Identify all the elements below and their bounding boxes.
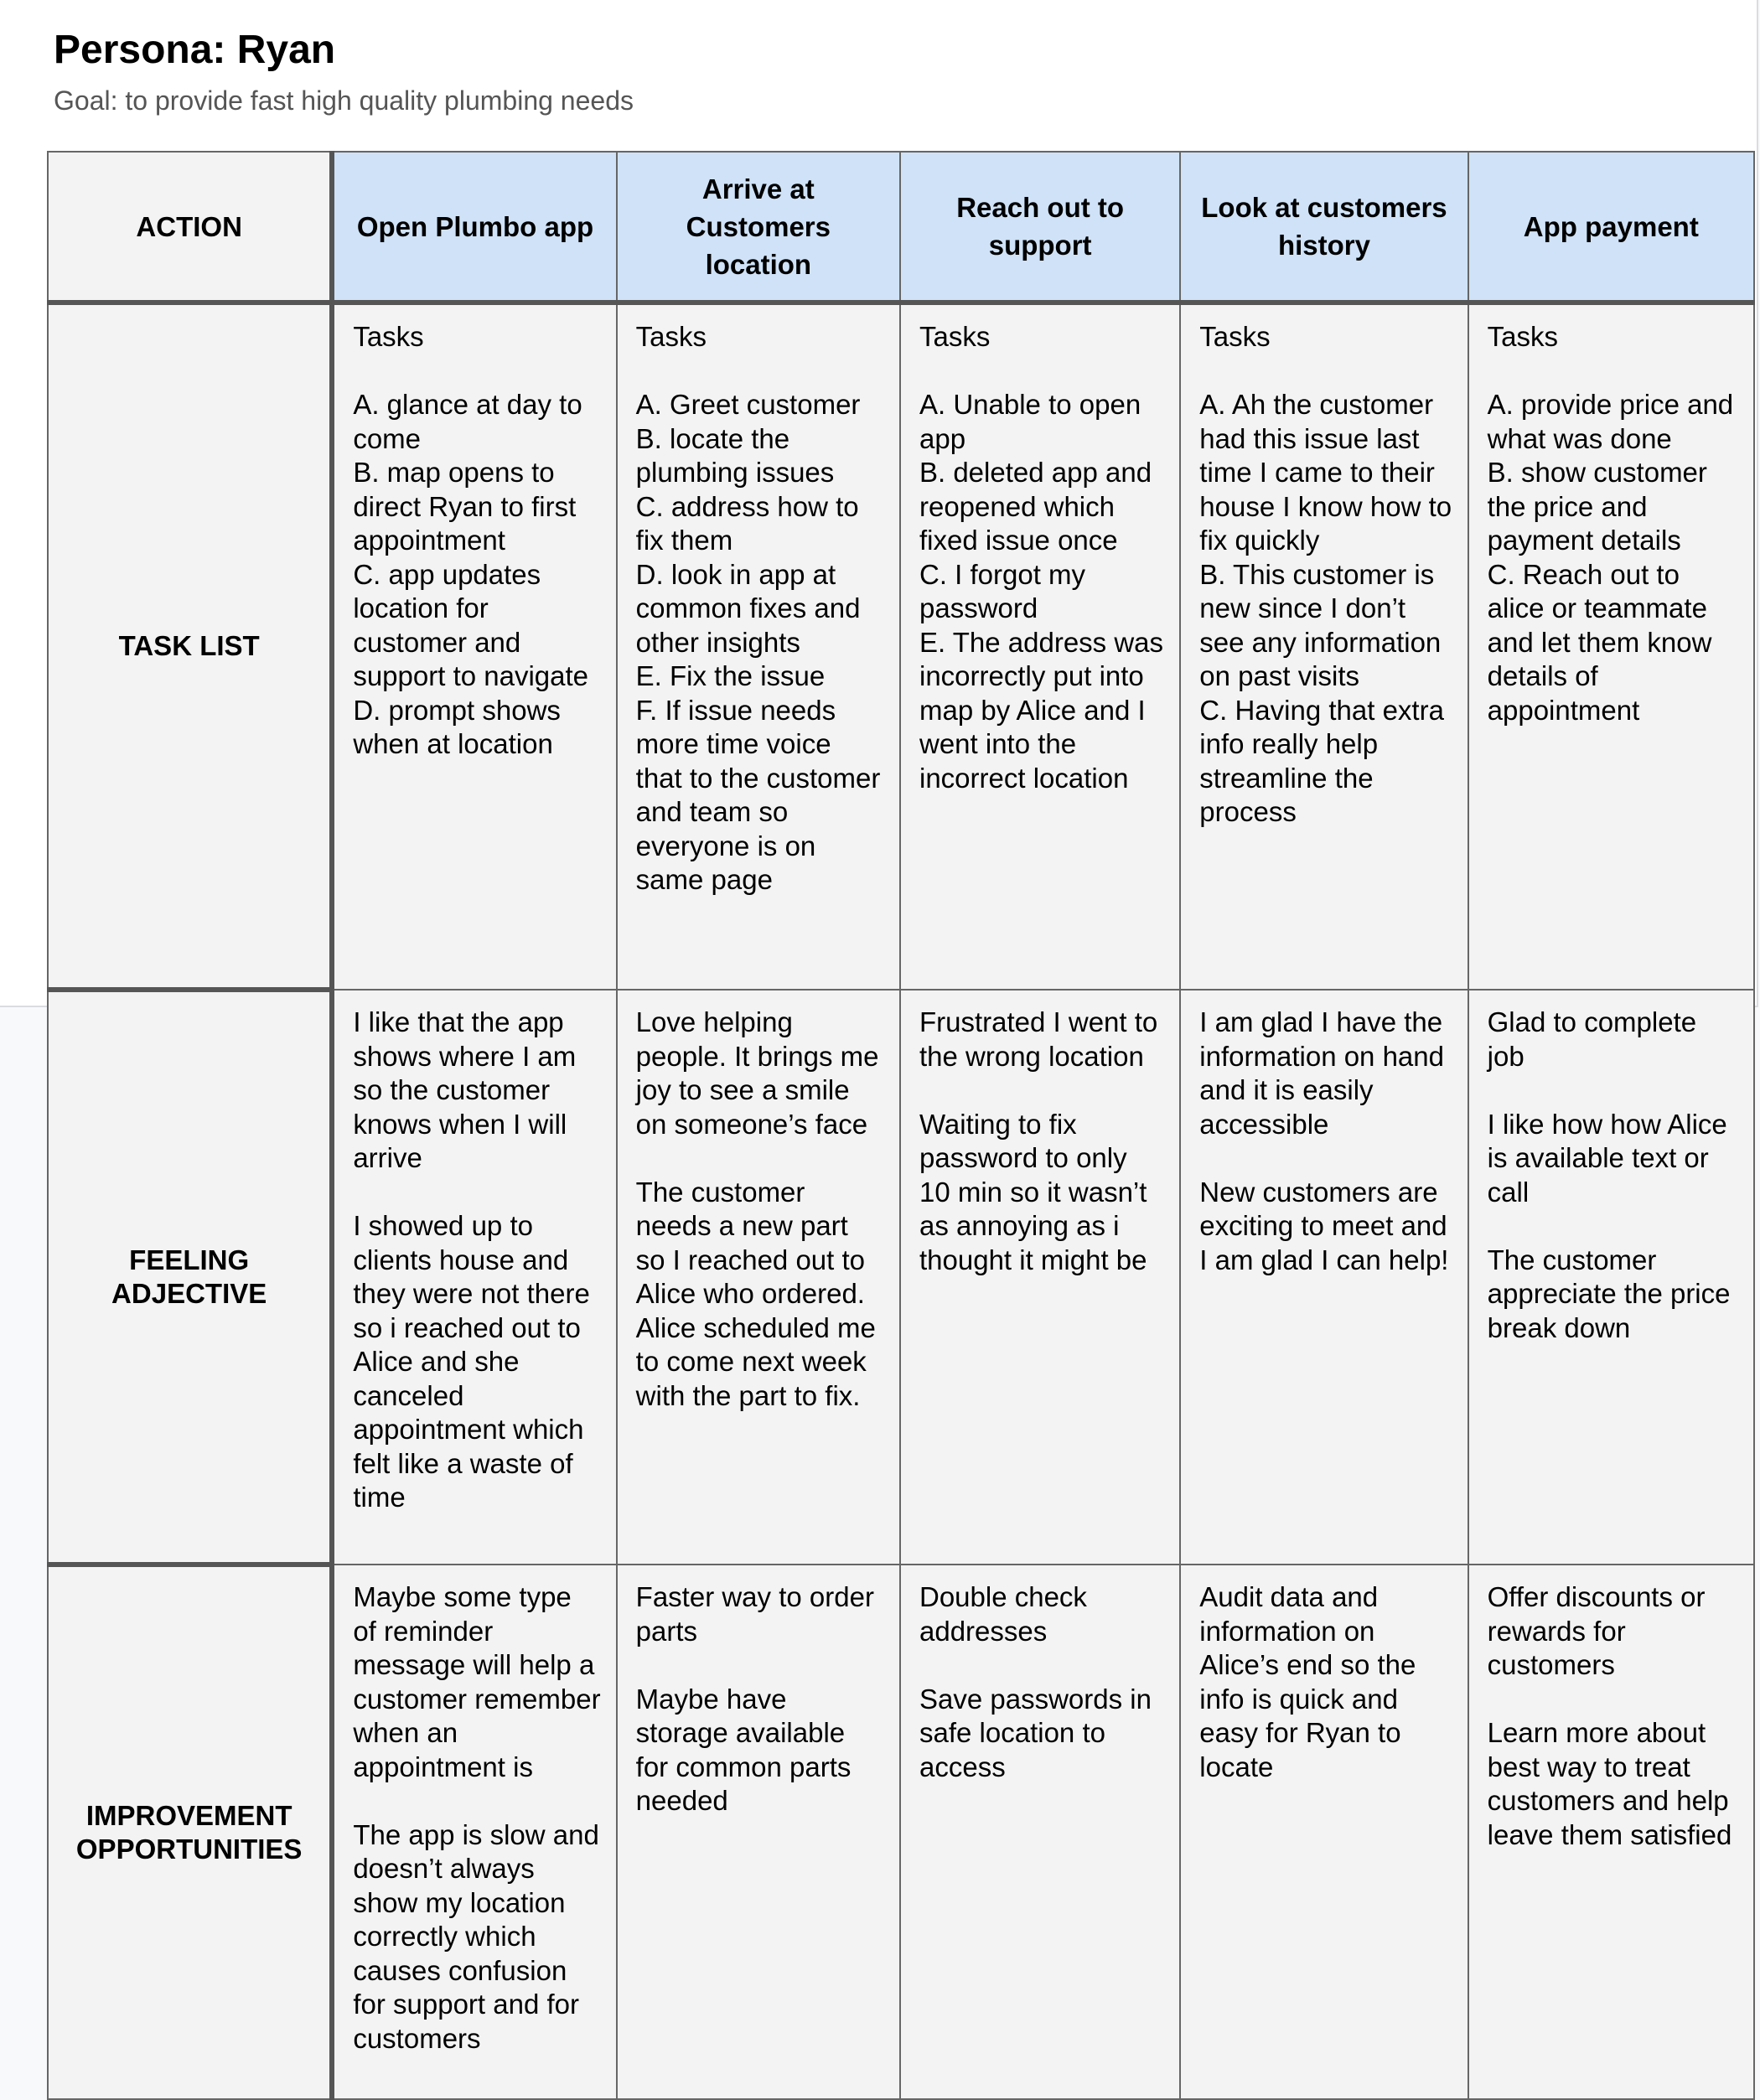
action-header: ACTION — [48, 152, 332, 303]
table-cell: Double check addresses Save passwords in safe location to access — [900, 1565, 1180, 2099]
column-header-support: Reach out to support — [900, 152, 1180, 303]
feeling-row — [48, 990, 1754, 1565]
row-label-feeling: FEELING ADJECTIVE — [48, 990, 332, 1565]
table-cell: Frustrated I went to the wrong location Waiting to fix password to only 10 min so it wasn’t as annoying as i thought it might be — [900, 990, 1180, 1565]
table-cell: Faster way to order parts Maybe have storage available for common parts needed — [617, 1565, 900, 2099]
table-cell: Tasks A. glance at day to come B. map opens to direct Ryan to first appointment C. app updates location for customer and support to navigate D. prompt shows when at location — [332, 303, 616, 990]
column-header-history: Look at customers history — [1180, 152, 1468, 303]
table-cell: Glad to complete job I like how how Alice is available text or call The customer appreciate the price break down — [1468, 990, 1754, 1565]
improvement-row — [48, 1565, 1754, 2099]
column-header-arrive: Arrive at Customers location — [617, 152, 900, 303]
column-header-payment: App payment — [1468, 152, 1754, 303]
table-cell: Tasks A. Greet customer B. locate the plumbing issues C. address how to fix them D. look in app at common fixes and other insights E. Fix the issue F. If issue needs more time voice that to the customer and team so everyone is on same page — [617, 303, 900, 990]
table-cell: Offer discounts or rewards for customers Learn more about best way to treat customers and help leave them satisfied — [1468, 1565, 1754, 2099]
table-cell: Tasks A. Unable to open app B. deleted app and reopened which fixed issue once C. I forgot my password E. The address was incorrectly put into map by Alice and I went into the incorrect location — [900, 303, 1180, 990]
journey-map-table — [47, 151, 1755, 2100]
table-cell: Love helping people. It brings me joy to see a smile on someone’s face The customer needs a new part so I reached out to Alice who ordered. Alice scheduled me to come next week with the part to fix. — [617, 990, 900, 1565]
row-label-task-list: TASK LIST — [48, 303, 332, 990]
table-cell: Tasks A. Ah the customer had this issue last time I came to their house I know how to fix quickly B. This customer is new since I don’t see any information on past visits C. Having that extra info really help streamline the process — [1180, 303, 1468, 990]
persona-title: Persona: Ryan — [54, 28, 336, 72]
table-cell: Maybe some type of reminder message will help a customer remember when an appointment is The app is slow and doesn’t always show my location correctly which causes confusion for support and for customers — [332, 1565, 616, 2099]
table-cell: Tasks A. provide price and what was done B. show customer the price and payment details C. Reach out to alice or teammate and let them know details of appointment — [1468, 303, 1754, 990]
table-cell: I am glad I have the information on hand and it is easily accessible New customers are exciting to meet and I am glad I can help! — [1180, 990, 1468, 1565]
table-cell: I like that the app shows where I am so the customer knows when I will arrive I showed up to clients house and they were not there so i reached out to Alice and she canceled appointment which felt like a waste of time — [332, 990, 616, 1565]
persona-goal: Goal: to provide fast high quality plumbing needs — [54, 85, 634, 116]
row-label-improvement: IMPROVEMENT OPPORTUNITIES — [48, 1565, 332, 2099]
table-cell: Audit data and information on Alice’s end so the info is quick and easy for Ryan to locate — [1180, 1565, 1468, 2099]
column-header-open-app: Open Plumbo app — [332, 152, 616, 303]
header-row — [48, 152, 1754, 303]
task-list-row — [48, 303, 1754, 990]
